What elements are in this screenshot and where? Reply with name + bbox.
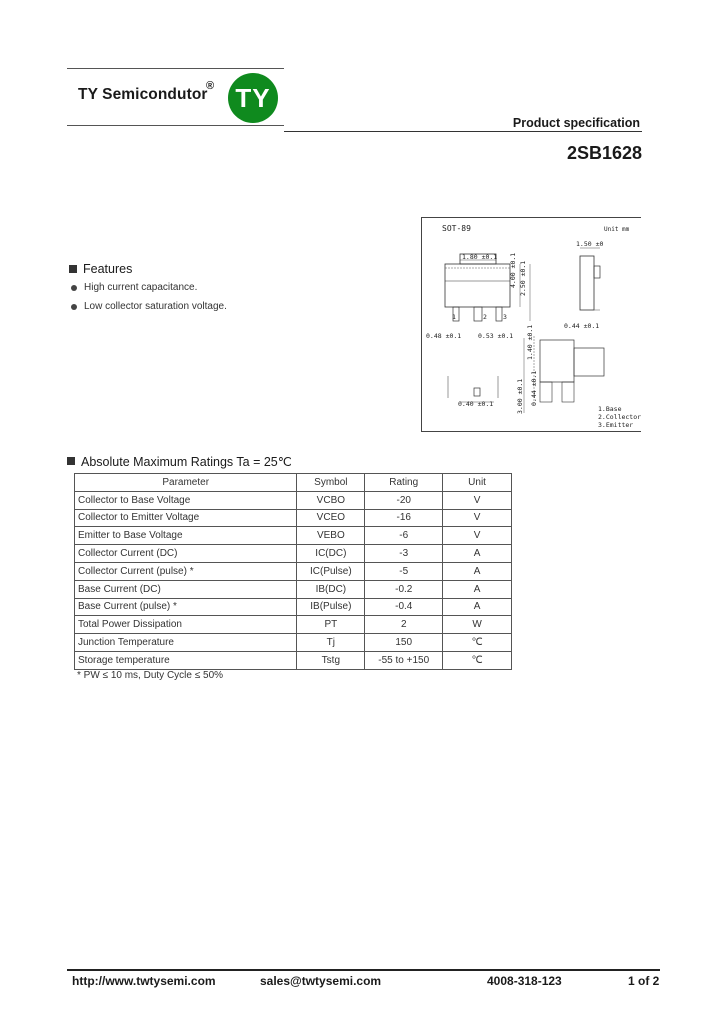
brand-name: TY Semicondutor: [78, 86, 208, 103]
unit-cell: A: [443, 580, 512, 598]
unit-cell: ℃: [443, 634, 512, 652]
dim-label: 1.80 ±0.1: [462, 253, 498, 261]
ratings-footnote: * PW ≤ 10 ms, Duty Cycle ≤ 50%: [77, 670, 224, 681]
param-cell: Collector Current (DC): [75, 545, 297, 563]
table-row: [75, 509, 512, 527]
table-row: [75, 580, 512, 598]
table-row: [75, 562, 512, 580]
unit-cell: A: [443, 562, 512, 580]
dim-label: 0.48 ±0.1: [426, 332, 462, 340]
footer-rule: [67, 969, 660, 971]
spec-rule: [284, 131, 642, 132]
registered-mark: ®: [206, 80, 215, 92]
symbol-cell: VCBO: [297, 491, 365, 509]
dim-label: 4.00 ±0.1: [509, 252, 517, 288]
footer-phone: 4008-318-123: [487, 974, 562, 988]
pin-legend-item: 3.Emitter: [598, 421, 634, 429]
symbol-cell: VEBO: [297, 527, 365, 545]
footer-website-link[interactable]: http://www.twtysemi.com: [72, 974, 216, 988]
dim-label: 2.50 ±0.1: [519, 260, 527, 296]
table-row: [75, 651, 512, 669]
symbol-cell: IC(Pulse): [297, 562, 365, 580]
param-cell: Collector Current (pulse) *: [75, 562, 297, 580]
table-row: [75, 545, 512, 563]
symbol-cell: IC(DC): [297, 545, 365, 563]
param-cell: Collector to Base Voltage: [75, 491, 297, 509]
feature-bullet-icon: [71, 285, 77, 291]
features-title: Features: [83, 262, 133, 276]
dim-label: 0.53 ±0.1: [478, 332, 514, 340]
table-row: [75, 491, 512, 509]
symbol-cell: IB(Pulse): [297, 598, 365, 616]
table-row: [75, 634, 512, 652]
param-cell: Junction Temperature: [75, 634, 297, 652]
rating-cell: -6: [365, 527, 443, 545]
rating-cell: 150: [365, 634, 443, 652]
unit-cell: W: [443, 616, 512, 634]
param-cell: Base Current (pulse) *: [75, 598, 297, 616]
pin-label: 2: [483, 313, 487, 321]
header-top-rule: [67, 68, 284, 69]
dim-label: 1.40 ±0.1: [526, 324, 534, 360]
symbol-cell: Tstg: [297, 651, 365, 669]
dim-label: 0.44 ±0.1: [564, 322, 600, 330]
feature-item: Low collector saturation voltage.: [84, 301, 227, 312]
col-header-unit: Unit: [443, 474, 512, 492]
feature-item: High current capacitance.: [84, 282, 198, 293]
col-header-rating: Rating: [365, 474, 443, 492]
rating-cell: 2: [365, 616, 443, 634]
pin-label: 1: [452, 313, 456, 321]
param-cell: Total Power Dissipation: [75, 616, 297, 634]
param-cell: Emitter to Base Voltage: [75, 527, 297, 545]
table-row: [75, 527, 512, 545]
ratings-title: Absolute Maximum Ratings Ta = 25℃: [81, 455, 292, 469]
pin-label: 3: [503, 313, 507, 321]
dim-label: 0.40 ±0.1: [458, 400, 494, 408]
dim-label: 1.50 ±0: [576, 240, 604, 248]
unit-cell: V: [443, 509, 512, 527]
symbol-cell: PT: [297, 616, 365, 634]
symbol-cell: VCEO: [297, 509, 365, 527]
features-bullet-icon: [69, 265, 77, 273]
unit-cell: V: [443, 527, 512, 545]
unit-cell: ℃: [443, 651, 512, 669]
symbol-cell: Tj: [297, 634, 365, 652]
ratings-bullet-icon: [67, 457, 75, 465]
symbol-cell: IB(DC): [297, 580, 365, 598]
part-number: 2SB1628: [566, 143, 642, 163]
rating-cell: -55 to +150: [365, 651, 443, 669]
pin-legend-item: 1.Base: [598, 405, 622, 413]
unit-cell: A: [443, 598, 512, 616]
rating-cell: -5: [365, 562, 443, 580]
col-header-symbol: Symbol: [297, 474, 365, 492]
footer-email-link[interactable]: sales@twtysemi.com: [260, 974, 382, 988]
package-unit: Unit mm: [604, 226, 630, 233]
unit-cell: V: [443, 491, 512, 509]
ty-logo: TY: [228, 73, 278, 123]
rating-cell: -20: [365, 491, 443, 509]
unit-cell: A: [443, 545, 512, 563]
param-cell: Base Current (DC): [75, 580, 297, 598]
col-header-parameter: Parameter: [75, 474, 297, 492]
table-row: [75, 616, 512, 634]
header-bottom-rule: [67, 125, 284, 126]
dim-label: 0.44 ±0.1: [530, 370, 538, 406]
feature-bullet-icon: [71, 304, 77, 310]
doc-type: Product specification: [512, 116, 640, 130]
pin-legend-item: 2.Collector: [598, 413, 642, 421]
package-name: SOT-89: [442, 224, 471, 233]
rating-cell: -3: [365, 545, 443, 563]
dim-label: 3.00 ±0.1: [516, 378, 524, 414]
rating-cell: -16: [365, 509, 443, 527]
rating-cell: -0.4: [365, 598, 443, 616]
table-row: [75, 598, 512, 616]
rating-cell: -0.2: [365, 580, 443, 598]
table-header-row: [75, 474, 512, 492]
param-cell: Collector to Emitter Voltage: [75, 509, 297, 527]
ratings-table: [74, 473, 512, 670]
package-drawing: [421, 217, 641, 432]
page-number: 1 of 2: [628, 974, 660, 988]
param-cell: Storage temperature: [75, 651, 297, 669]
